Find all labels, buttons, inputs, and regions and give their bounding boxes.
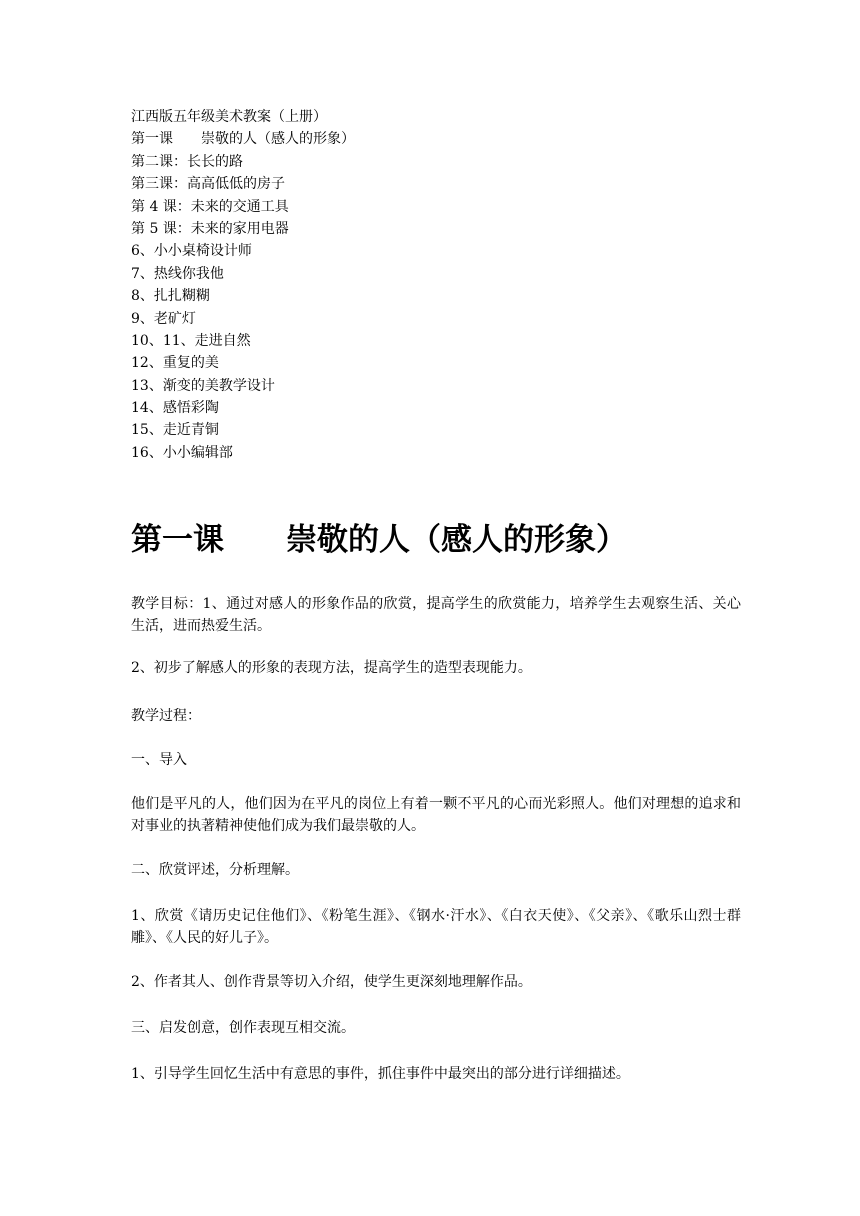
toc-item: 15、走近青铜 [131,422,219,439]
process-label: 教学过程： [131,708,201,724]
table-of-contents [131,106,751,464]
toc-item: 第二课：长长的路 [131,153,243,170]
objective-1-paragraph: 教学目标：1、通过对感人的形象作品的欣赏，提高学生的欣赏能力，培养学生去观察生活、关心生活，进而热爱生活。 [131,596,741,634]
lesson-heading: 第一课 崇敬的人（感人的形象） [131,522,627,558]
lesson-body [131,593,741,1082]
toc-item: 7、热线你我他 [131,265,224,282]
objective-2-paragraph: 2、初步了解感人的形象的表现方法，提高学生的造型表现能力。 [131,660,532,676]
appreciation-2-paragraph: 2、作者其人、创作背景等切入介绍，使学生更深刻地理解作品。 [131,974,532,990]
toc-item: 10、11、走进自然 [131,332,251,349]
toc-item: 第三课：高高低低的房子 [131,176,285,193]
toc-item: 16、小小编辑部 [131,444,233,461]
toc-title: 江西版五年级美术教案（上册） [131,109,327,125]
toc-item: 13、渐变的美教学设计 [131,377,275,394]
inspiration-1-paragraph: 1、引导学生回忆生活中有意思的事件，抓住事件中最突出的部分进行详细描述。 [131,1066,630,1082]
intro-paragraph: 他们是平凡的人，他们因为在平凡的岗位上有着一颗不平凡的心而光彩照人。他们对理想的追求和对事业的执著精神使他们成为我们最崇敬的人。 [131,796,741,834]
intro-heading: 一、导入 [131,752,187,768]
toc-item: 第 5 课：未来的家用电器 [131,220,289,237]
toc-item: 14、感悟彩陶 [131,400,219,417]
toc-item: 8、扎扎糊糊 [131,288,210,305]
inspiration-heading: 三、启发创意，创作表现互相交流。 [131,1020,355,1036]
toc-item: 6、小小桌椅设计师 [131,243,252,260]
toc-item: 第一课 崇敬的人（感人的形象） [131,131,355,148]
toc-item: 第 4 课：未来的交通工具 [131,198,289,215]
appreciation-1-paragraph: 1、欣赏《请历史记住他们》、《粉笔生涯》、《钢水·汗水》、《白衣天使》、《父亲》、《歌乐山烈士群雕》、《人民的好儿子》。 [131,908,741,946]
toc-item: 12、重复的美 [131,355,219,372]
appreciation-heading: 二、欣赏评述，分析理解。 [131,862,299,878]
toc-item: 9、老矿灯 [131,310,196,327]
